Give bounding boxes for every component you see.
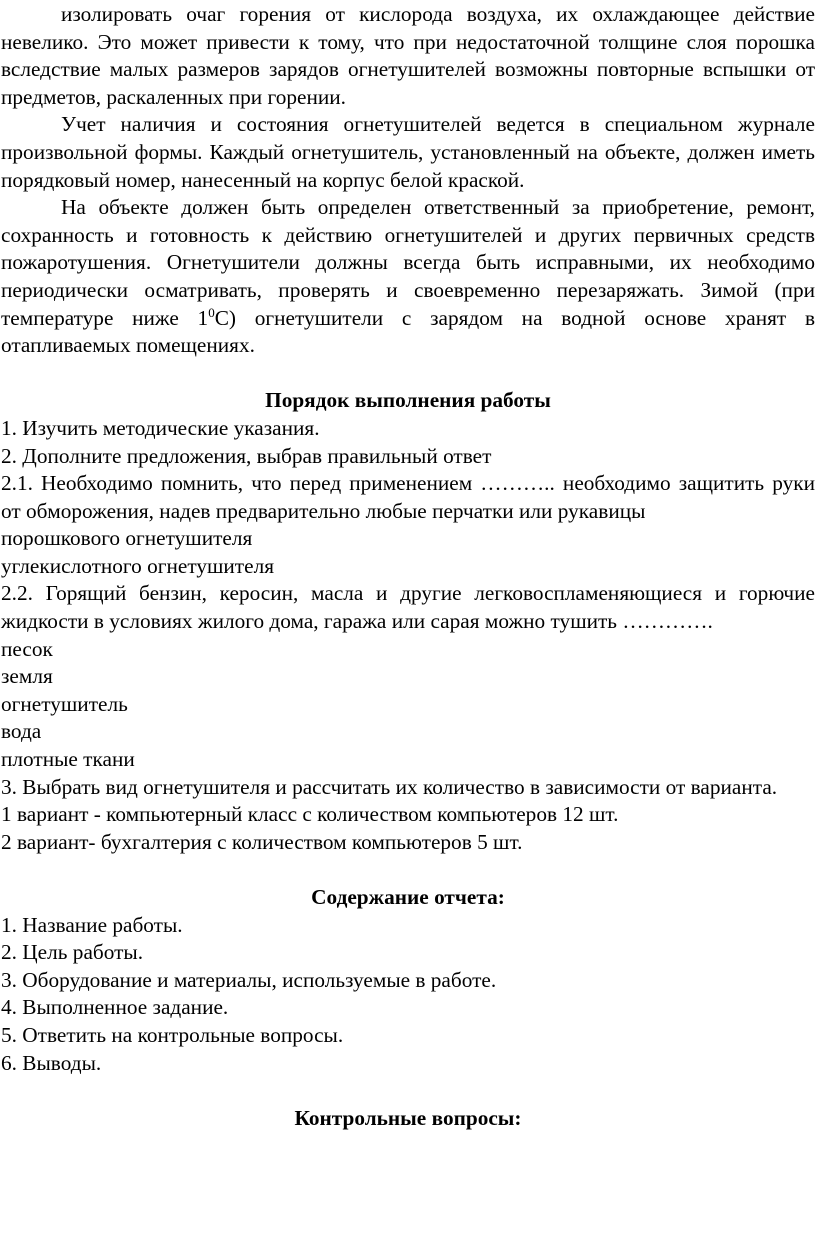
procedure-heading: Порядок выполнения работы [265,388,551,413]
spacer [1,856,815,884]
control-questions-heading: Контрольные вопросы: [294,1105,522,1130]
intro-paragraph-2: Учет наличия и состояния огнетушителей ведется в специальном журнале произвольной формы. Каждый огнетушитель, установленный на объекте, должен иметь порядковый номер, нанесенный на корпус белой краской. [1,112,815,192]
report-item: 1. Название работы. [1,912,183,937]
spacer [1,1077,815,1105]
question-2-2-option: песок [1,636,53,661]
question-2-1: 2.1. Необходимо помнить, что перед применением ……….. необходимо защитить руки от обморожения, надев предварительно любые перчатки или рукавицы [1,471,815,523]
question-2-2-option: огнетушитель [1,691,128,716]
variant-2: 2 вариант- бухгалтерия с количеством компьютеров 5 шт. [1,829,523,854]
intro-paragraph-3 [1,194,815,360]
question-2-2-option: земля [1,664,53,689]
report-item: 4. Выполненное задание. [1,995,229,1020]
question-2-2: 2.2. Горящий бензин, керосин, масла и другие легковоспламеняющиеся и горючие жидкости в условиях жилого дома, гаража или сарая можно тушить …………. [1,581,815,634]
question-2-1-option: углекислотного огнетушителя [1,553,274,578]
intro-paragraph-1: изолировать очаг горения от кислорода воздуха, их охлаждающее действие невелико. Это может привести к тому, что при недостаточной толщине слоя порошка вследствие малых размеров зарядов огнетушителей возможны повторные вспышки от предметов, раскаленных при горении. [1,2,815,109]
report-heading: Содержание отчета: [311,885,505,909]
intro-paragraph-3-text-end: С) огнетушители с зарядом на водной основе хранят в отапливаемых помещениях. [1,305,815,358]
question-2-2-option: плотные ткани [1,747,135,772]
degree-superscript: 0 [208,304,215,320]
document-page [1,1,815,1132]
procedure-step-2: 2. Дополните предложения, выбрав правильный ответ [1,443,492,468]
report-item: 5. Ответить на контрольные вопросы. [1,1022,344,1047]
procedure-step-3: 3. Выбрать вид огнетушителя и рассчитать их количество в зависимости от варианта. [1,774,778,799]
question-2-1-option: порошкового огнетушителя [1,526,253,551]
intro-paragraph-3-text: На объекте должен быть определен ответственный за приобретение, ремонт, сохранность и готовность к действию огнетушителей и других первичных средств пожаротушения. Огнетушители должны всегда быть исправными, их необходимо периодически осматривать, проверять и своевременно перезаряжать. Зимой (при температуре ниже 1 [1,195,815,330]
variant-1: 1 вариант - компьютерный класс с количеством компьютеров 12 шт. [1,802,619,827]
procedure-step-1: 1. Изучить методические указания. [1,415,320,440]
question-2-2-option: вода [1,719,42,744]
report-item: 6. Выводы. [1,1050,102,1075]
spacer [1,360,815,388]
report-item: 3. Оборудование и материалы, используемые в работе. [1,967,497,992]
report-item: 2. Цель работы. [1,940,144,965]
